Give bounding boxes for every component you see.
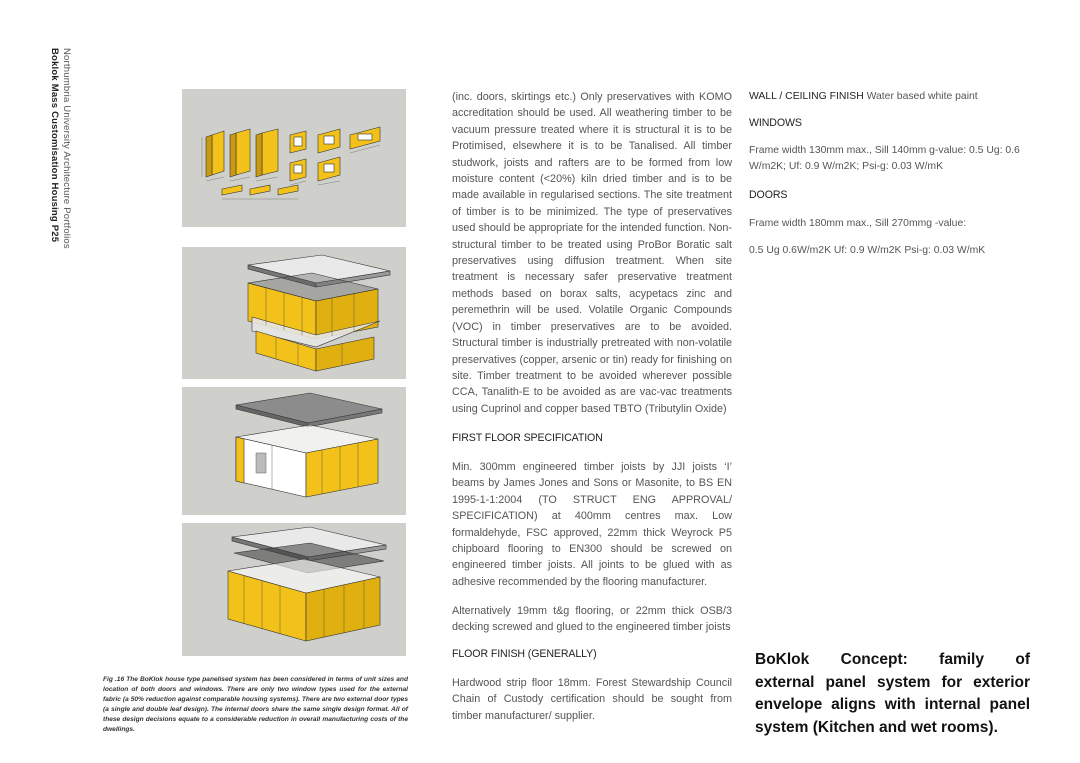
windows-heading: WINDOWS <box>749 117 802 129</box>
concept-word: Concept: <box>840 651 908 668</box>
walls-drawing <box>182 387 406 515</box>
preservatives-paragraph: (inc. doors, skirtings etc.) Only preservatives with KOMO accreditation should be used. All weathering timber to be vacuum pressure treated where it is structural it is to be Protimised, elsewhere it is to be Tanalised. All timber studwork, joists and rafters are to be formed from low moisture content (<20%) kiln dried timber and is to be made available in regularised sections. The site treatment of timber is to be minimized. The type of preservatives used should be appropriate for the intended function. Non-structural timber to be treated using ProBor Boratic salt preservatives using diffusion treatment. When site treatment is necessary safer preservative treatment methods based on borax salts, acypetacs zinc and peremethrin will be used. Volatile Organic Compounds (VOC) in timber preservatives are to be avoided. Structural timber is industrially pretreated with non-volatile preservatives (copper, arsenic or tin) ready for finishing on site. Timber treatment to be avoided wherever possible CCA, Tanalith-E to be avoided as are vac-vac treatments using Cuprinol and copper based TBTO (Tributylin Oxide) <box>452 91 732 415</box>
wall-ceiling-finish <box>749 89 1037 105</box>
project-title: Boklok Mass Customisation Housing P25 <box>49 48 60 243</box>
doors-text-1: Frame width 180mm max., Sill 270mmg -value: <box>749 218 967 229</box>
panel-box-drawing <box>182 523 406 656</box>
figure-exploded-panel-box <box>182 523 406 656</box>
wall-ceiling-heading: WALL / CEILING FINISH <box>749 91 864 102</box>
portfolio-title: Northumbria University Architecture Portfolios <box>61 48 72 249</box>
alternative-flooring-text: Alternatively 19mm t&g flooring, or 22mm thick OSB/3 decking screwed and glued to the engineered timber joists <box>452 605 732 634</box>
windows-text: Frame width 130mm max., Sill 140mm g-value: 0.5 Ug: 0.6 W/m2K; Uf: 0.9 W/m2K; Psi-g: 0.03 W/mK <box>749 145 1020 172</box>
figure-exploded-walls <box>182 387 406 515</box>
panel-elements-drawing <box>182 89 406 227</box>
floor-finish-text: Hardwood strip floor 18mm. Forest Stewardship Council Chain of Custody certification should be sought from timber manufacturer/ supplier. <box>452 677 732 722</box>
concept-word: BoKlok <box>755 651 810 668</box>
doors-text-2: 0.5 Ug 0.6W/m2K Uf: 0.9 W/m2K Psi-g: 0.03 W/mK <box>749 245 986 256</box>
portfolio-sidebar <box>48 48 78 248</box>
figure-caption: Fig .16 The BoKlok house type panelised system has been considered in terms of unit sizes and location of both doors and windows. There are only two window types used for the external fabric (a 50% reduction against comparable housing systems). There are two external door types (a single and double leaf design). The internal doors share the same single design format. All of these design decisions equate to a considerable reduction in overall manufacturing costs of the dwellings. <box>103 676 408 733</box>
first-floor-text: Min. 300mm engineered timber joists by JJI joists ‘I’ beams by James Jones and Sons or Masonite, to BS EN 1995-1-1:2004 (TO STRUCT ENG APPROVAL/ SPECIFICATION) at 400mm centres max. Low formaldehyde, FSC approved, 22mm thick Weyrock P5 chipboard flooring to EN300 should be screwed on engineered timber joists. All joints to be glued with as adhesive recommended by the flooring manufacturer. <box>452 461 732 588</box>
figure-exploded-two-storey <box>182 247 406 379</box>
floor-finish-heading: FLOOR FINISH (GENERALLY) <box>452 648 597 660</box>
two-storey-drawing <box>182 247 406 379</box>
concept-word: of <box>1015 651 1030 668</box>
concept-word: family <box>939 651 984 668</box>
wall-ceiling-text: Water based white paint <box>863 91 978 102</box>
boklok-concept-statement <box>755 649 1030 739</box>
concept-first-line <box>755 649 1030 672</box>
figure-panel-elements <box>182 89 406 227</box>
doors-heading: DOORS <box>749 189 788 201</box>
first-floor-heading: FIRST FLOOR SPECIFICATION <box>452 432 603 444</box>
concept-rest: external panel system for exterior envelope aligns with internal panel system (Kitchen and wet rooms). <box>755 673 1030 736</box>
